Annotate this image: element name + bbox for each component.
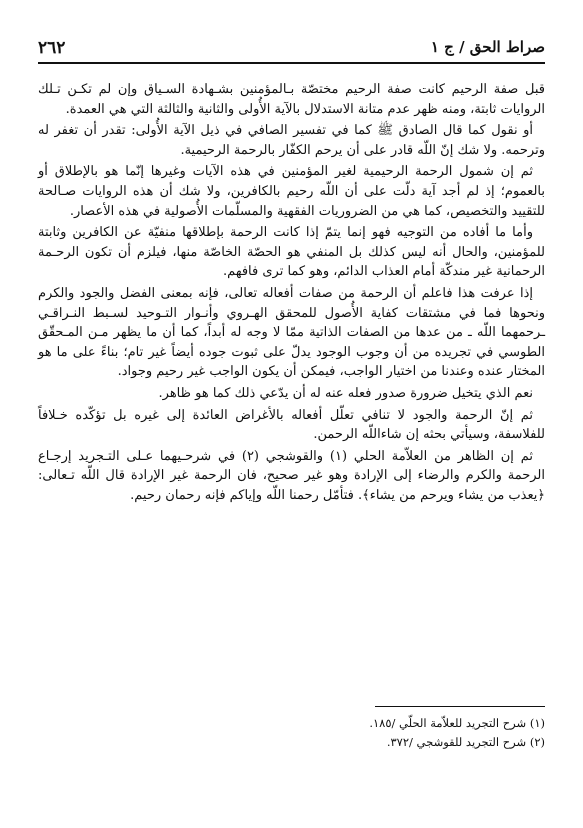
paragraph-6: نعم الذي يتخيل ضرورة صدور فعله عنه له أن يدّعي ذلك كما هو ظاهر. xyxy=(158,385,533,401)
footnotes xyxy=(38,714,545,752)
main-text xyxy=(38,80,545,505)
paragraph-1: قبل صفة الرحيم كانت صفة الرحيم مختصّة بـالمؤمنين بشـهادة السـياق وإن لم تكـن تـلك الروايات ثابتة، ومنه ظهر عدم متانة الاستدلال بالآية الأُولى والثانية والثالثة التي هي العمدة. xyxy=(38,82,545,117)
footnote-2: (٢) شرح التجريد للقوشجي /٣٧٢. xyxy=(386,735,545,749)
paragraph-8: ثم إن الظاهر من العلاّمة الحلي (١) والقوشجي (٢) في شرحـيهما عـلى التـجريد إرجـاع الرحمة والكرم والرضاء إلى الإرادة وهو غير صحيح، فان الرحمة غير الإرادة قال اللّه تـعالى: ﴿يعذب من يشاء ويرحم من يشاء﴾. فتأمّل رحمنا اللّه وإياكم فإنه رحمان رحيم. xyxy=(38,448,545,503)
running-title: صراط الحق / ج ١ xyxy=(430,38,545,56)
paragraph-2: أو نقول كما قال الصادق ﷺ كما في تفسير الصافي في ذيل الآية الأُولى: تقدر أن تغفر له وترحمه. ولا شك إنّ اللّه قادر على أن يرحم الكفّار بالرحمة الرحيمية. xyxy=(38,123,545,158)
page-number: ٢٦٢ xyxy=(38,38,66,58)
paragraph-5: إذا عرفت هذا فاعلم أن الرحمة من صفات أفعاله تعالى، فإنه بمعنى الفضل والجود والكرم ونحوها فما في مشتقات كفاية الأُصول للمحقق الهـروي وأنـوار التـوحيد لسـبط النـراقـي ـرحمهما اللّه ـ من عدها من الصفات الذاتية ممّا لا وجه له أبداً، كما أن ما يظهر مـن المـحقّق الطوسي في تجريده من أن وجوب الوجود يدلّ على ثبوت جوده أيضاً غير تام؛ بناءً على ما هو المختار عنده وعندنا من اختيار الواجب، فيمكن أن يكون الواجب غير رحيم وجواد. xyxy=(38,285,545,380)
paragraph-4: وأما ما أفاده من التوجيه فهو إنما يتمّ إذا كانت الرحمة بإطلاقها منفيّة عن الكافرين وثابتة للمؤمنين، والحال أنه ليس كذلك بل المنفي هو الحصّة الخاصّة منها، فيلزم أن تكون الرحـمة الرحمانية غير مندكّة أمام العذاب الدائم، وهو كما ترى فافهم. xyxy=(38,225,545,280)
paragraph-7: ثم إنّ الرحمة والجود لا تنافي تعلّل أفعاله بالأغراض العائدة إلى غيره بل تؤكّده خـلافاً للفلاسفة، وسيأتي بحثه إن شاءاللّه الرحمن. xyxy=(38,407,545,443)
header-rule xyxy=(38,62,545,64)
footnote-1: (١) شرح التجريد للعلاّمة الحلّي /١٨٥. xyxy=(369,716,545,730)
footnote-rule xyxy=(375,706,545,707)
page-header xyxy=(38,34,545,60)
paragraph-3: ثم إن شمول الرحمة الرحيمية لغير المؤمنين في هذه الآيات وغيرها إنّما هو بالإطلاق أو بالعموم؛ إذ لم أجد آية دلّت على أن اللّه رحيم بالكافرين، ولا شك أن هذه الروايات صـالحة للتقييد والتخصيص، كما هي من الضروريات الفقهية والمسلّمات الأُصولية في هذه الأعصار. xyxy=(38,164,545,219)
